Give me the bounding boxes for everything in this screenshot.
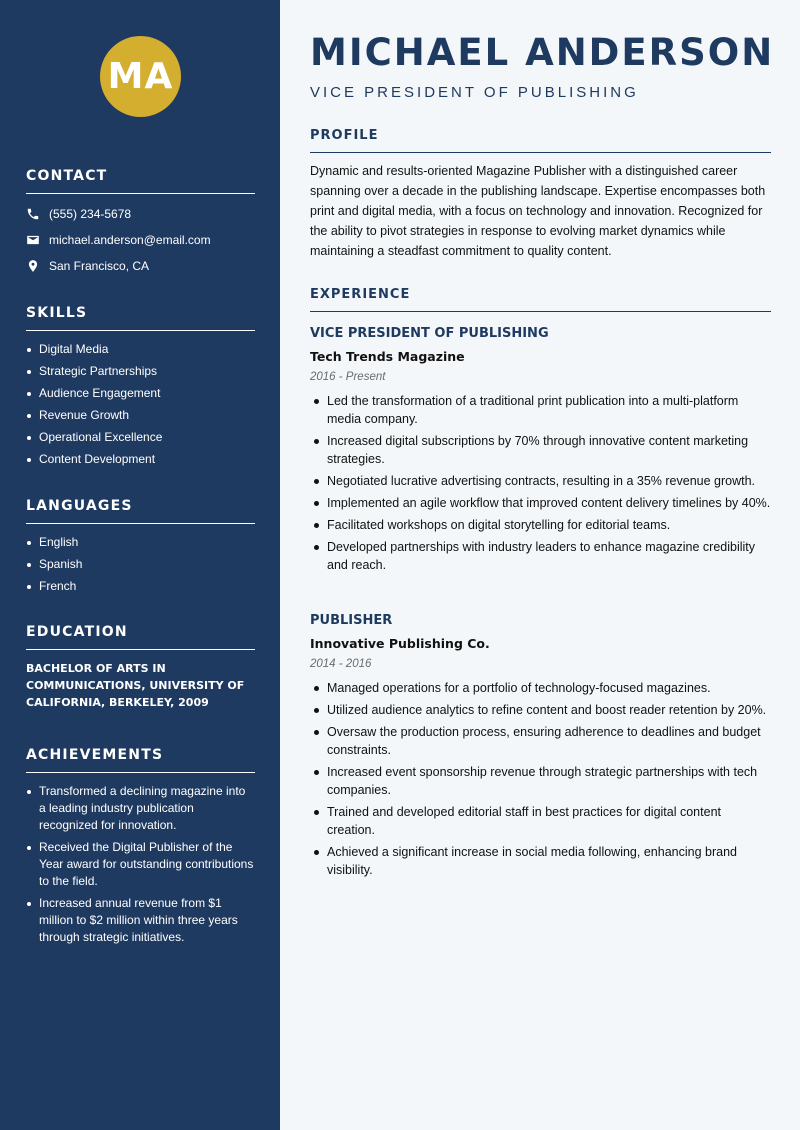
contact-section	[26, 168, 255, 275]
experience-heading: EXPERIENCE	[310, 287, 771, 312]
job-bullets	[310, 392, 771, 574]
job-bullet: Developed partnerships with industry leaders to enhance magazine credibility and reach.	[310, 538, 771, 574]
languages-heading: LANGUAGES	[26, 498, 255, 524]
skills-section	[26, 305, 255, 473]
phone-text: (555) 234-5678	[49, 207, 132, 221]
job-title: PUBLISHER	[310, 613, 393, 628]
job-bullet: Increased digital subscriptions by 70% through innovative content marketing strategies.	[310, 432, 771, 468]
location-text: San Francisco, CA	[49, 259, 150, 273]
achievement-item: Increased annual revenue from $1 million to $2 million within three years through strategic initiatives.	[26, 895, 255, 946]
job-bullet: Increased event sponsorship revenue through strategic partnerships with tech companies.	[310, 763, 771, 799]
job-bullet: Oversaw the production process, ensuring adherence to deadlines and budget constraints.	[310, 723, 771, 759]
job-bullet: Facilitated workshops on digital storytelling for editorial teams.	[310, 516, 771, 534]
education-heading: EDUCATION	[26, 624, 255, 650]
achievements-section	[26, 747, 255, 951]
skills-heading: SKILLS	[26, 305, 255, 331]
contact-phone	[26, 205, 255, 223]
sidebar	[0, 0, 280, 1130]
job-company: Innovative Publishing Co.	[310, 636, 490, 651]
skill-item: Strategic Partnerships	[26, 363, 255, 380]
education-section	[26, 624, 255, 711]
job-entry	[310, 326, 771, 578]
avatar-initials: MA	[100, 36, 181, 117]
skill-item: Audience Engagement	[26, 385, 255, 402]
contact-email	[26, 231, 255, 249]
contact-heading: CONTACT	[26, 168, 255, 194]
language-item: French	[26, 578, 255, 595]
job-title: VICE PRESIDENT OF PUBLISHING	[310, 326, 549, 341]
job-bullet: Utilized audience analytics to refine content and boost reader retention by 20%.	[310, 701, 771, 719]
education-degree: BACHELOR OF ARTS IN COMMUNICATIONS, UNIVERSITY OF CALIFORNIA, BERKELEY, 2009	[26, 662, 245, 709]
job-dates: 2016 - Present	[310, 371, 386, 383]
job-bullet: Managed operations for a portfolio of technology-focused magazines.	[310, 679, 771, 697]
experience-section	[310, 287, 771, 312]
contact-location	[26, 257, 255, 275]
candidate-title: VICE PRESIDENT OF PUBLISHING	[310, 84, 639, 101]
job-company: Tech Trends Magazine	[310, 349, 465, 364]
job-entry	[310, 613, 771, 883]
location-pin-icon	[26, 259, 40, 273]
achievements-list	[26, 783, 255, 946]
phone-icon	[26, 207, 40, 221]
profile-section	[310, 128, 771, 261]
job-dates: 2014 - 2016	[310, 658, 372, 670]
email-icon	[26, 233, 40, 247]
job-bullet: Achieved a significant increase in social media following, enhancing brand visibility.	[310, 843, 771, 879]
achievement-item: Received the Digital Publisher of the Year award for outstanding contributions to the field.	[26, 839, 255, 890]
languages-section	[26, 498, 255, 600]
achievement-item: Transformed a declining magazine into a leading industry publication recognized for innovation.	[26, 783, 255, 834]
profile-heading: PROFILE	[310, 128, 771, 153]
language-item: Spanish	[26, 556, 255, 573]
candidate-name: MICHAEL ANDERSON	[310, 31, 775, 74]
email-text: michael.anderson@email.com	[49, 233, 211, 247]
job-bullet: Led the transformation of a traditional print publication into a multi-platform media company.	[310, 392, 771, 428]
language-item: English	[26, 534, 255, 551]
job-bullet: Trained and developed editorial staff in best practices for digital content creation.	[310, 803, 771, 839]
job-bullets	[310, 679, 771, 879]
skill-item: Content Development	[26, 451, 255, 468]
profile-text: Dynamic and results-oriented Magazine Publisher with a distinguished career spanning over a decade in the publishing landscape. Expertise encompasses both print and digital media, with a focus on technology and innovation. Recognized for the ability to pivot strategies in response to evolving market dynamics while maintaining a steadfast commitment to quality content.	[310, 164, 766, 258]
skill-item: Operational Excellence	[26, 429, 255, 446]
languages-list	[26, 534, 255, 595]
job-bullet: Implemented an agile workflow that improved content delivery timelines by 40%.	[310, 494, 771, 512]
skill-item: Revenue Growth	[26, 407, 255, 424]
skills-list	[26, 341, 255, 468]
achievements-heading: ACHIEVEMENTS	[26, 747, 255, 773]
skill-item: Digital Media	[26, 341, 255, 358]
job-bullet: Negotiated lucrative advertising contracts, resulting in a 35% revenue growth.	[310, 472, 771, 490]
